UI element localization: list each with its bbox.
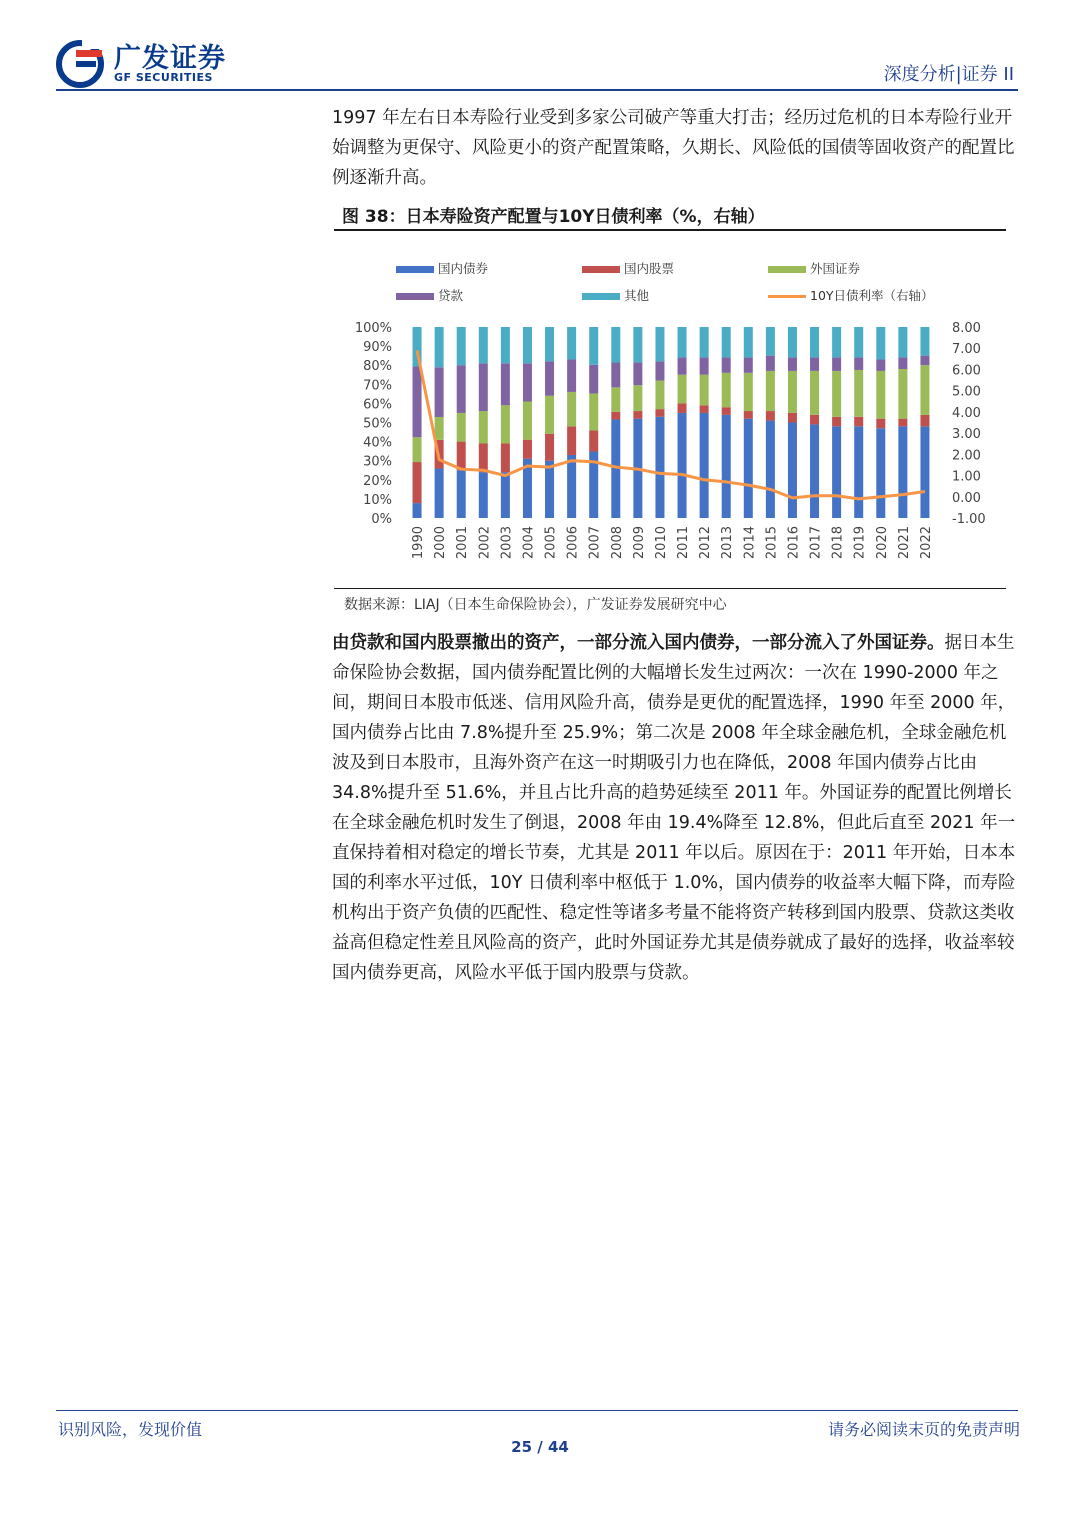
bar-segment-2 — [457, 413, 466, 442]
bar-segment-3 — [898, 358, 907, 369]
y-left-tick-label: 10% — [363, 492, 392, 508]
legend-swatch-3 — [396, 293, 434, 300]
legend-label: 国内债券 — [438, 261, 489, 276]
bar-segment-2 — [501, 405, 510, 443]
bar-segment-0 — [722, 415, 731, 518]
x-tick-label: 2002 — [477, 526, 493, 560]
bar-segment-4 — [545, 327, 554, 361]
logo-text-cn: 广发证券 — [114, 43, 226, 74]
bar-segment-3 — [700, 358, 709, 375]
x-tick-label: 2001 — [455, 526, 471, 560]
bar-segment-4 — [523, 327, 532, 363]
y-left-tick-label: 0% — [371, 512, 392, 527]
bar-segment-4 — [744, 327, 753, 358]
bar-segment-3 — [655, 361, 664, 380]
x-tick-label: 2007 — [587, 526, 603, 560]
bar-segment-1 — [832, 417, 841, 427]
bar-segment-1 — [545, 434, 554, 461]
figure-source: 数据来源：LIAJ（日本生命保险协会），广发证券发展研究中心 — [344, 597, 727, 613]
bar-segment-3 — [810, 358, 819, 371]
bar-segment-4 — [457, 327, 466, 365]
bar-segment-0 — [435, 469, 444, 518]
bar-segment-1 — [744, 411, 753, 419]
bar-segment-2 — [413, 437, 422, 462]
y-right-tick-label: 0.00 — [952, 490, 981, 506]
bar-segment-2 — [435, 417, 444, 440]
x-tick-label: 2004 — [521, 526, 537, 560]
y-left-tick-label: 40% — [363, 435, 392, 451]
bar-segment-4 — [479, 327, 488, 363]
bar-segment-0 — [545, 461, 554, 518]
bar-segment-2 — [523, 401, 532, 439]
legend-swatch-0 — [396, 266, 434, 273]
y-right-tick-label: 2.00 — [952, 448, 981, 464]
bar-segment-1 — [722, 407, 731, 415]
bar-segment-1 — [589, 431, 598, 452]
legend-label: 10Y日债利率（右轴） — [810, 288, 934, 303]
bar-segment-0 — [920, 426, 929, 518]
bar-segment-0 — [655, 417, 664, 518]
bar-segment-2 — [920, 365, 929, 415]
bar-segment-0 — [457, 470, 466, 518]
legend-swatch-1 — [582, 266, 620, 273]
bar-segment-4 — [633, 327, 642, 362]
footer-slogan: 识别风险，发现价值 — [58, 1420, 203, 1439]
y-right-tick-label: -1.00 — [952, 512, 986, 527]
x-tick-label: 2013 — [720, 526, 736, 560]
bar-segment-3 — [501, 363, 510, 405]
page-header — [56, 34, 1018, 90]
bar-segment-1 — [810, 415, 819, 425]
x-tick-label: 2021 — [896, 526, 912, 560]
chart-line — [417, 350, 925, 499]
bar-segment-1 — [898, 419, 907, 427]
bar-segment-1 — [920, 415, 929, 426]
bar-segment-0 — [854, 426, 863, 518]
x-tick-label: 2015 — [764, 526, 780, 560]
bar-segment-3 — [722, 358, 731, 373]
bar-segment-2 — [567, 392, 576, 426]
bar-segment-0 — [678, 413, 687, 518]
bar-segment-1 — [633, 411, 642, 419]
report-section-label: 深度分析|证券 II — [883, 64, 1014, 85]
bar-segment-4 — [435, 327, 444, 367]
legend-label: 国内股票 — [624, 261, 675, 276]
x-tick-label: 1990 — [411, 526, 427, 560]
bar-segment-0 — [413, 503, 422, 518]
bar-segment-4 — [722, 327, 731, 358]
bar-segment-1 — [788, 413, 797, 423]
bar-segment-2 — [633, 385, 642, 411]
y-right-tick-label: 7.00 — [952, 342, 981, 358]
y-left-tick-label: 70% — [363, 378, 392, 394]
bar-segment-1 — [611, 412, 620, 420]
bar-segment-0 — [567, 455, 576, 518]
bar-segment-4 — [810, 327, 819, 358]
bar-segment-0 — [810, 424, 819, 518]
bar-segment-0 — [700, 413, 709, 518]
bar-segment-3 — [413, 367, 422, 438]
bar-segment-0 — [479, 472, 488, 518]
bar-segment-3 — [920, 356, 929, 366]
y-left-tick-label: 60% — [363, 397, 392, 413]
y-left-tick-label: 30% — [363, 454, 392, 470]
bar-segment-2 — [854, 370, 863, 417]
bar-segment-4 — [567, 327, 576, 359]
bar-segment-4 — [876, 327, 885, 359]
chart-bars — [413, 327, 930, 518]
bar-segment-4 — [766, 327, 775, 356]
y-left-tick-label: 50% — [363, 416, 392, 432]
bar-segment-2 — [700, 375, 709, 406]
bar-segment-1 — [854, 417, 863, 427]
bar-segment-1 — [766, 411, 775, 421]
bar-segment-3 — [435, 367, 444, 417]
y-right-tick-label: 8.00 — [952, 321, 981, 336]
intro-paragraph: 1997 年左右日本寿险行业受到多家公司破产等重大打击；经历过危机的日本寿险行业开始调整为更保守、风险更小的资产配置策略，久期长、风险低的国债等固收资产的配置比例逐渐升高。 — [332, 108, 1015, 188]
bar-segment-4 — [655, 327, 664, 361]
y-left-tick-label: 90% — [363, 340, 392, 356]
bar-segment-1 — [523, 440, 532, 459]
bar-segment-4 — [700, 327, 709, 358]
bar-segment-0 — [832, 426, 841, 518]
bar-segment-2 — [611, 387, 620, 411]
bar-segment-3 — [457, 365, 466, 413]
bar-segment-3 — [854, 358, 863, 370]
bar-segment-3 — [545, 361, 554, 395]
bar-segment-3 — [567, 359, 576, 391]
bar-segment-3 — [832, 358, 841, 371]
bar-segment-3 — [611, 363, 620, 388]
bar-segment-4 — [501, 327, 510, 363]
x-tick-label: 2006 — [565, 526, 581, 560]
header-divider — [56, 89, 1018, 91]
body-text: 据日本生命保险协会数据，国内债券配置比例的大幅增长发生过两次：一次在 1990-2000 年之间，期间日本股市低迷、信用风险升高，债券是更优的配置选择，1990 年至 2000 年，国内债券占比由 7.8%提升至 25.9%；第二次是 2008 年全球金融危机，全球金融危机波及到日本股市，且海外资产在这一时期吸引力也在降低，2008 年国内债券占比由 34.8%提升至 51.6%，并且占比升高的趋势延续至 2011 年。外国证券的配置比例增长在全球金融危机时发生了倒退，2008 年由 19.4%降至 12.8%，但此后直至 2021 年一直保持着相对稳定的增长节奏，尤其是 2011 年以后。原因在于：2011 年开始，日本本国的利率水平过低，10Y 日债利率中枢低于 1.0%，国内债券的收益率大幅下降，而寿险机构出于资产负债的匹配性、稳定性等诸多考量不能将资产转移到国内股票、贷款这类收益高但稳定性差且风险高的资产，此时外国证券尤其是债券就成了最好的选择，收益率较国内债券更高，风险水平低于国内股票与贷款。 — [332, 633, 1016, 983]
bar-segment-3 — [589, 365, 598, 394]
body-lead-bold: 由贷款和国内股票撤出的资产，一部分流入国内债券，一部分流入了外国证券。 — [332, 633, 945, 653]
bar-segment-4 — [788, 327, 797, 358]
bar-segment-4 — [920, 327, 929, 356]
x-tick-label: 2003 — [499, 526, 515, 560]
bar-segment-2 — [788, 371, 797, 413]
figure-title: 图 38：日本寿险资产配置与10Y日债利率（%，右轴） — [342, 207, 765, 227]
bar-segment-1 — [876, 419, 885, 429]
y-right-tick-label: 6.00 — [952, 363, 981, 379]
logo-text-en: GF SECURITIES — [114, 71, 213, 84]
bar-segment-3 — [633, 362, 642, 385]
x-tick-label: 2018 — [830, 526, 846, 560]
x-tick-label: 2009 — [631, 526, 647, 560]
bar-segment-0 — [501, 472, 510, 518]
body-paragraph — [332, 628, 1022, 988]
bar-segment-2 — [744, 373, 753, 411]
y-left-tick-label: 80% — [363, 359, 392, 375]
yield-line — [417, 350, 925, 499]
legend-swatch-line — [768, 295, 806, 298]
bar-segment-1 — [457, 442, 466, 471]
bar-segment-1 — [655, 409, 664, 417]
chart-legend — [396, 261, 934, 303]
asset-allocation-chart — [334, 240, 1006, 585]
x-tick-label: 2020 — [874, 526, 890, 560]
y-left-tick-label: 20% — [363, 473, 392, 489]
bar-segment-4 — [678, 327, 687, 358]
legend-label: 其他 — [624, 288, 650, 303]
y-left-tick-label: 100% — [354, 321, 392, 336]
bar-segment-2 — [655, 380, 664, 409]
bar-segment-0 — [744, 419, 753, 518]
bar-segment-3 — [523, 363, 532, 401]
bar-segment-4 — [832, 327, 841, 358]
y-right-tick-label: 1.00 — [952, 469, 981, 485]
bar-segment-4 — [589, 327, 598, 365]
bar-segment-0 — [788, 423, 797, 519]
bar-segment-3 — [479, 363, 488, 411]
bar-segment-3 — [788, 358, 797, 371]
bar-segment-0 — [876, 428, 885, 518]
figure-title-rule — [334, 229, 1006, 231]
page-number: 25 / 44 — [511, 1438, 569, 1456]
legend-label: 贷款 — [438, 288, 464, 303]
bar-segment-0 — [898, 426, 907, 518]
bar-segment-2 — [545, 396, 554, 434]
footer-disclaimer-link[interactable]: 请务必阅读末页的免责声明 — [827, 1420, 1020, 1439]
bar-segment-2 — [876, 371, 885, 419]
footer-divider — [56, 1410, 1018, 1411]
x-tick-label: 2011 — [676, 526, 692, 560]
bar-segment-0 — [766, 421, 775, 518]
y-right-tick-label: 3.00 — [952, 427, 981, 443]
bar-segment-2 — [722, 373, 731, 407]
x-tick-label: 2017 — [808, 526, 824, 560]
x-tick-label: 2010 — [653, 526, 669, 560]
chart-axes — [355, 321, 986, 559]
bar-segment-3 — [876, 359, 885, 370]
bar-segment-2 — [898, 369, 907, 419]
x-tick-label: 2019 — [852, 526, 868, 560]
bar-segment-3 — [744, 358, 753, 373]
bar-segment-1 — [501, 444, 510, 473]
bar-segment-2 — [766, 371, 775, 411]
bar-segment-2 — [810, 371, 819, 415]
x-tick-label: 2005 — [543, 526, 559, 560]
x-tick-label: 2014 — [742, 526, 758, 560]
x-tick-label: 2022 — [918, 526, 934, 560]
legend-swatch-2 — [768, 266, 806, 273]
bar-segment-4 — [854, 327, 863, 358]
bar-segment-3 — [678, 358, 687, 375]
y-right-tick-label: 5.00 — [952, 384, 981, 400]
legend-swatch-4 — [582, 293, 620, 300]
x-tick-label: 2000 — [433, 526, 449, 560]
bar-segment-2 — [479, 411, 488, 443]
bar-segment-1 — [678, 403, 687, 413]
source-rule — [334, 588, 1006, 589]
bar-segment-4 — [898, 327, 907, 358]
x-tick-label: 2008 — [609, 526, 625, 560]
bar-segment-2 — [678, 375, 687, 404]
bar-segment-2 — [832, 371, 841, 417]
legend-label: 外国证券 — [810, 261, 861, 276]
bar-segment-1 — [567, 426, 576, 455]
x-tick-label: 2012 — [698, 526, 714, 560]
bar-segment-1 — [700, 405, 709, 413]
bar-segment-3 — [766, 356, 775, 371]
bar-segment-4 — [611, 327, 620, 363]
bar-segment-1 — [479, 444, 488, 473]
x-tick-label: 2016 — [786, 526, 802, 560]
bar-segment-2 — [589, 393, 598, 430]
bar-segment-1 — [413, 462, 422, 503]
y-right-tick-label: 4.00 — [952, 405, 981, 421]
gf-logo-icon — [56, 40, 104, 88]
